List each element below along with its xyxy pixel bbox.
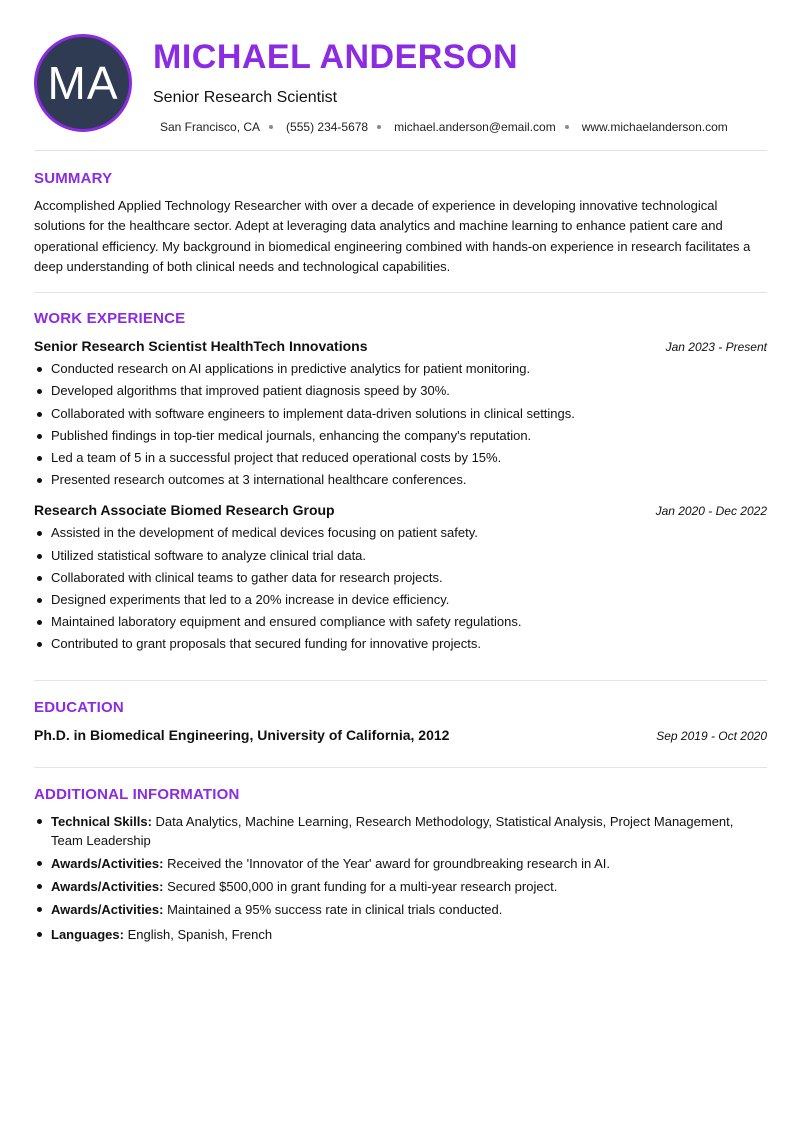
work-experience-heading: WORK EXPERIENCE (34, 310, 186, 328)
item-label: Languages: (51, 926, 124, 942)
item-label: Awards/Activities: (51, 901, 164, 917)
job-title: Research Associate Biomed Research Group (34, 502, 335, 519)
list-item (34, 900, 767, 919)
job-dates: Jan 2020 - Dec 2022 (655, 504, 767, 519)
item-text: Received the 'Innovator of the Year' award for groundbreaking research in AI. (167, 855, 611, 871)
job-bullets (34, 358, 767, 491)
item-text: English, Spanish, French (127, 926, 273, 942)
job-entry (34, 502, 767, 655)
item-text: Data Analytics, Machine Learning, Research Methodology, Statistical Analysis, Project Management, Team Leadership (51, 813, 734, 848)
additional-info-heading: ADDITIONAL INFORMATION (34, 785, 240, 803)
item-label: Technical Skills: (51, 813, 152, 829)
separator-dot-icon (377, 125, 381, 129)
item-text: Secured $500,000 in grant funding for a multi-year research project. (167, 878, 558, 894)
education-section (34, 681, 767, 767)
avatar (34, 34, 132, 132)
list-item: Conducted research on AI applications in predictive analytics for patient monitoring. (34, 358, 767, 380)
list-item (34, 812, 767, 850)
list-item (34, 925, 767, 944)
contact-email: michael.anderson@email.com (394, 120, 556, 134)
degree: Ph.D. in Biomedical Engineering, University of California, 2012 (34, 726, 450, 743)
list-item: Assisted in the development of medical devices focusing on patient safety. (34, 522, 767, 544)
candidate-title: Senior Research Scientist (153, 89, 338, 106)
list-item: Utilized statistical software to analyze clinical trial data. (34, 545, 767, 567)
additional-info-list (34, 812, 767, 944)
list-item: Collaborated with clinical teams to gather data for research projects. (34, 567, 767, 589)
summary-text: Accomplished Applied Technology Researcher with over a decade of experience in developing innovative technological solutions for the healthcare sector. Adept at leveraging data analytics and machine learning to enhance patient care and operational efficiency. My background in biomedical engineering combined with hands-on experience in research facilitates a deep understanding of both clinical needs and technological capabilities. (34, 198, 751, 274)
list-item: Presented research outcomes at 3 international healthcare conferences. (34, 469, 767, 491)
resume-header (34, 0, 767, 150)
list-item: Maintained laboratory equipment and ensured compliance with safety regulations. (34, 611, 767, 633)
job-bullets (34, 522, 767, 655)
list-item: Designed experiments that led to a 20% increase in device efficiency. (34, 589, 767, 611)
item-label: Awards/Activities: (51, 855, 164, 871)
list-item: Contributed to grant proposals that secured funding for innovative projects. (34, 633, 767, 655)
list-item: Published findings in top-tier medical journals, enhancing the company's reputation. (34, 425, 767, 447)
item-label: Awards/Activities: (51, 878, 164, 894)
item-text: Maintained a 95% success rate in clinical trials conducted. (167, 901, 503, 917)
education-dates: Sep 2019 - Oct 2020 (656, 728, 767, 743)
contact-info (160, 120, 728, 134)
list-item (34, 854, 767, 873)
summary-section (34, 151, 767, 292)
job-dates: Jan 2023 - Present (665, 340, 767, 355)
work-experience-section (34, 293, 767, 679)
contact-location: San Francisco, CA (160, 120, 261, 134)
list-item: Led a team of 5 in a successful project that reduced operational costs by 15%. (34, 447, 767, 469)
list-item: Collaborated with software engineers to implement data-driven solutions in clinical settings. (34, 403, 767, 425)
list-item (34, 877, 767, 896)
additional-info-section (34, 768, 767, 944)
contact-website: www.michaelanderson.com (581, 120, 728, 134)
contact-phone: (555) 234-5678 (286, 120, 369, 134)
candidate-name: MICHAEL ANDERSON (153, 38, 519, 76)
separator-dot-icon (565, 125, 569, 129)
education-heading: EDUCATION (34, 698, 124, 716)
list-item: Developed algorithms that improved patient diagnosis speed by 30%. (34, 380, 767, 402)
separator-dot-icon (269, 125, 273, 129)
summary-heading: SUMMARY (34, 170, 113, 187)
job-entry (34, 338, 767, 491)
job-title: Senior Research Scientist HealthTech Innovations (34, 338, 368, 355)
avatar-initials: MA (47, 57, 119, 109)
